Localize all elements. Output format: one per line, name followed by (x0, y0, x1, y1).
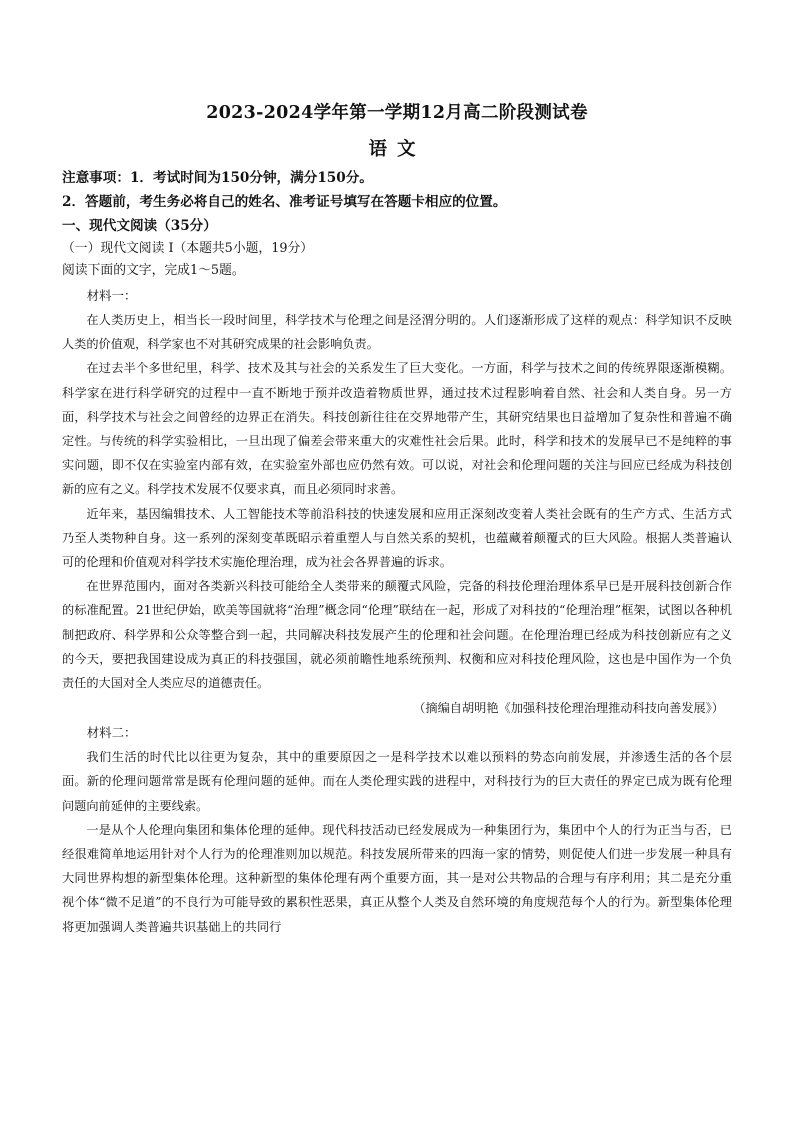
notice-line-1: 注意事项：1．考试时间为150分钟，满分150分。 (62, 170, 373, 186)
material-2-paragraph: 我们生活的时代比以往更为复杂，其中的重要原因之一是科学技术以难以预料的势态向前发展，并渗透生活的各个层面。新的伦理问题常常是既有伦理问题的延伸。而在人类伦理实践的进程中，对科技行为的巨大责任的界定已成为既有伦理问题向前延伸的主要线索。 (62, 750, 732, 813)
material-1-paragraph: 在世界范围内，面对各类新兴科技可能给全人类带来的颠覆式风险，完备的科技伦理治理体系早已是开展科技创新合作的标准配置。21世纪伊始，欧美等国就将“治理”概念同“伦理”联结在一起，形成了对科技的“伦理治理”框架，试图以各种机制把政府、科学界和公众等整合到一起，共同解决科技发展产生的伦理和社会问题。在伦理治理已经成为科技创新应有之义的今天，要把我国建设成为真正的科技强国，就必须前瞻性地系统预判、权衡和应对科技伦理风险，这也是中国作为一个负责任的大国对全人类应尽的道德责任。 (62, 579, 732, 691)
subject-title: 语文 (368, 139, 426, 160)
material-2-label: 材料二： (86, 725, 137, 741)
material-1-label: 材料一： (86, 288, 137, 303)
exam-title: 2023-2024学年第一学期12月高二阶段测试卷 (206, 103, 588, 123)
reading-instruction: 阅读下面的文字，完成1～5题。 (62, 263, 245, 278)
material-1-source: （摘编自胡明艳《加强科技伦理治理推动科技向善发展》） (413, 701, 724, 716)
material-2-paragraph: 一是从个人伦理向集团和集体伦理的延伸。现代科技活动已经发展成为一种集团行为，集团中个人的行为正当与否，已经很难简单地运用针对个人行为的伦理准则加以规范。科技发展所带来的四海一家的情势，则促使人们进一步发展一种具有大同世界构想的新型集体伦理。这种新型的集体伦理有两个重要方面，其一是对公共物品的合理与有序利用；其二是充分重视个体“微不足道”的不良行为可能导致的累积性恶果，真正从整个人类及自然环境的角度规范每个人的行为。新型集体伦理将更加强调人类普遍共识基础上的共同行 (62, 822, 732, 934)
sub-section-heading: （一）现代文阅读 I（本题共5小题，19分） (62, 241, 314, 256)
material-1-paragraph: 近年来，基因编辑技术、人工智能技术等前沿科技的快速发展和应用正深刻改变着人类社会既有的生产方式、生活方式乃至人类物种自身。这一系列的深刻变革既昭示着重塑人与自然关系的契机，也蕴藏着颠覆式的巨大风险。根据人类普遍认可的伦理和价值观对科学技术实施伦理治理，成为社会各界普遍的诉求。 (62, 506, 732, 570)
material-1-paragraph: 在人类历史上，相当长一段时间里，科学技术与伦理之间是泾渭分明的。人们逐渐形成了这样的观点：科学知识不反映人类的价值观，科学家也不对其研究成果的社会影响负责。 (62, 313, 732, 352)
notice-line-2: 2．答题前，考生务必将自己的姓名、准考证号填写在答题卡相应的位置。 (62, 194, 507, 210)
section-heading: 一、现代文阅读（35分） (62, 218, 217, 234)
material-1-paragraph: 在过去半个多世纪里，科学、技术及其与社会的关系发生了巨大变化。一方面，科学与技术之间的传统界限逐渐模糊。科学家在进行科学研究的过程中一直不断地于预并改造着物质世界，通过技术过程影响着自然、社会和人类自身。另一方面，科学技术与社会之间曾经的边界正在消失。科技创新往往在交界地带产生，其研究结果也日益增加了复杂性和普遍不确定性。与传统的科学实验相比，一旦出现了偏差会带来重大的灾难性社会后果。此时，科学和技术的发展早已不是纯粹的事实问题，即不仅在实验室内部有效，在实验室外部也应仍然有效。可以说，对社会和伦理问题的关注与回应已经成为科技创新的应有之义。科学技术发展不仅要求真，而且必须同时求善。 (62, 361, 732, 497)
